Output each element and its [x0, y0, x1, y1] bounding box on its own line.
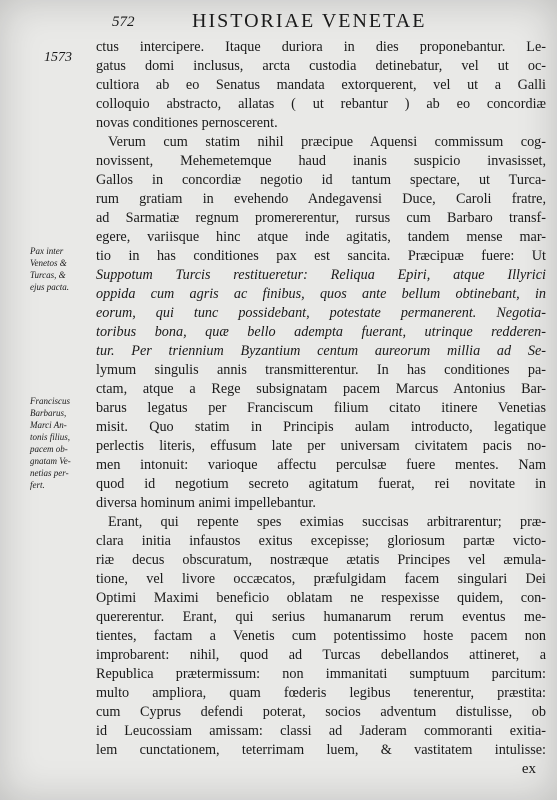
text-line: oppida cum agris ac finibus, quos ante bellum obtinebant, in	[96, 286, 546, 302]
text-line: ad Sarmatiæ regnum promererentur, rursus cum Barbaro transf-	[96, 210, 546, 226]
margin-note-line: gnatam Ve-	[30, 456, 71, 466]
text-line: quererentur. Erant, qui serius humanarum rerum eventus me-	[96, 609, 546, 625]
text-line: multo ampliora, quam fœderis legibus tenerentur, præstita:	[96, 685, 546, 701]
margin-note-line: netias per-	[30, 468, 69, 478]
margin-year: 1573	[44, 50, 72, 65]
margin-note-peace	[30, 245, 90, 293]
margin-note-line: Marci An-	[30, 420, 67, 430]
text-line: tione, vel livore occæcatos, præfulgidam facem singulari Dei	[96, 571, 546, 587]
text-line: cum Cyprus defendi poterat, socios adventum distulisse, ob	[96, 704, 546, 720]
page-header	[110, 10, 550, 36]
text-line: men intonuit: varioque affectu perculsæ fuere mentes. Nam	[96, 457, 546, 473]
margin-note-line: ejus pacta.	[30, 282, 69, 292]
text-line: clara initia infaustos exitus excepisse; gloriosum partæ victo-	[96, 533, 546, 549]
text-line: improbarent: nihil, quod ad Turcas debellandos attineret, a	[96, 647, 546, 663]
text-line: ctus intercipere. Itaque duriora in dies proponebantur. Le-	[96, 39, 546, 55]
margin-note-barbarus	[30, 395, 90, 491]
text-line: id Leucossiam amissam: classi ad Jaderam commoranti exitia-	[96, 723, 546, 739]
text-line: Gallos in concordiæ negotio id tantum spectare, ut Turca-	[96, 172, 546, 188]
catchword: ex	[521, 761, 536, 777]
text-line: egere, variisque hinc atque inde agitatis, tandem mense mar-	[96, 229, 546, 245]
page-number: 572	[112, 14, 135, 30]
margin-note-line: Pax inter	[30, 246, 64, 256]
text-line: Republica prætermissum: non immanitati sumptuum parcitum:	[96, 666, 546, 682]
text-line: Suppotum Turcis restitueretur: Reliqua Epiri, atque Illyrici	[96, 267, 546, 283]
text-line: gatus domi inclusus, arcta custodia detinebatur, vel ut oc-	[96, 58, 546, 74]
text-line: tur. Per triennium Byzantium centum aureorum millia ad Se-	[96, 343, 546, 359]
text-line: quod id negotium secreto agitatum fuerat, rei novitate in	[96, 476, 546, 492]
text-line: tientes, factam a Venetis cum potentissimo hoste pacem non	[96, 628, 546, 644]
margin-note-line: tonis filius,	[30, 432, 71, 442]
text-line: tio in has conditiones pax est sancita. Præcipuæ fuere: Ut	[96, 248, 546, 264]
text-line: Erant, qui repente spes eximias succisas arbitrarentur; præ-	[108, 514, 546, 530]
margin-note-line: Turcas, &	[30, 270, 66, 280]
text-line: diversa hominum animi impellebantur.	[96, 495, 316, 511]
text-line: Verum cum statim nihil præcipue Aquensi commissum cog-	[108, 134, 546, 150]
text-line: rum gratiam in evehendo Andegavensi Duce, Caroli fratre,	[96, 191, 546, 207]
text-line: misit. Quo statim in Principis aulam introducto, legatique	[96, 419, 546, 435]
text-line: ctam, atque a Rege subsignatam pacem Marcus Antonius Bar-	[96, 381, 546, 397]
text-line: colloquio abstracto, allatas ( ut rebantur ) ab eo concordiæ	[96, 96, 546, 112]
margin-note-line: Barbarus,	[30, 408, 67, 418]
text-line: novas conditiones pernoscerent.	[96, 115, 278, 131]
margin-note-line: Venetos &	[30, 258, 67, 268]
text-line: Optimi Maximi beneficio oblatam ne respexisse quidem, con-	[96, 590, 546, 606]
text-line: barus legatus per Franciscum filium citato itinere Venetias	[96, 400, 546, 416]
text-line: riæ decus obscuratum, nostræque ætatis Principes vel æmula-	[96, 552, 546, 568]
text-line: lymum singulis annis transmitterentur. In has conditiones pa-	[96, 362, 546, 378]
body-text	[96, 38, 546, 779]
margin-note-line: fert.	[30, 480, 45, 490]
text-line: perlectis literis, effusum late per universam civitatem pacis no-	[96, 438, 546, 454]
text-line: toribus bona, quæ bello adempta fuerant, utrinque redderen-	[96, 324, 546, 340]
margin-note-line: Franciscus	[30, 396, 70, 406]
margin-note-line: pacem ob-	[30, 444, 68, 454]
text-line: eorum, qui tunc possidebant, potestate permanerent. Negotia-	[96, 305, 546, 321]
text-line: novissent, Mehemetemque haud inanis suspicio invasisset,	[96, 153, 546, 169]
text-line: lem cunctationem, teterrimam luem, & vastitatem intulisse:	[96, 742, 546, 758]
text-line: cultiora ab eo Senatus mandata extorquerent, vel ut a Galli	[96, 77, 546, 93]
running-title: HISTORIAE VENETAE	[192, 10, 427, 32]
